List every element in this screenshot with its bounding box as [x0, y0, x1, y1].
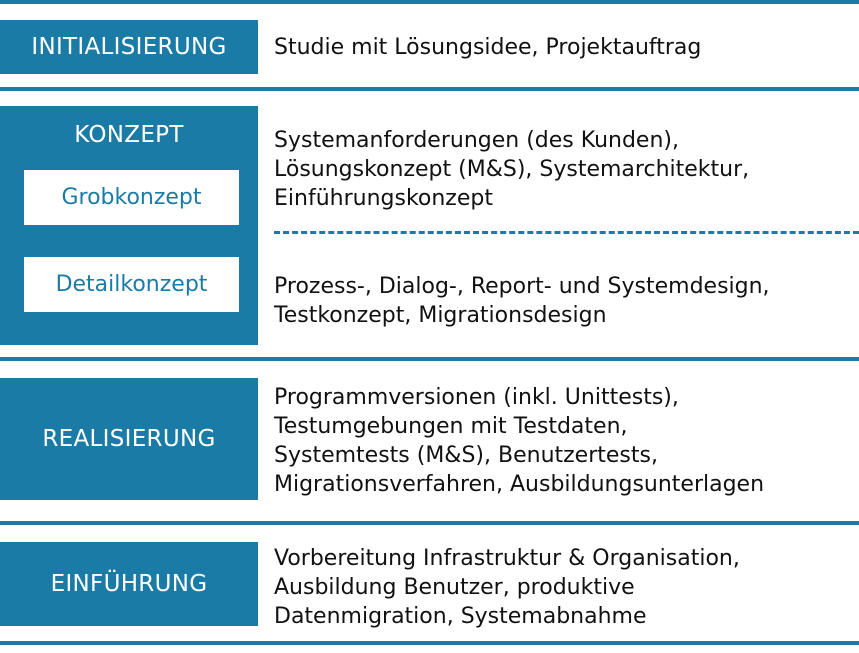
phase-konzept-description-detail: Prozess-, Dialog-, Report- und Systemdesign, Testkonzept, Migrationsdesign [274, 274, 770, 328]
separator-line-3 [0, 521, 859, 525]
separator-line-bottom [0, 641, 859, 645]
phase-initialisierung-box [0, 20, 258, 74]
detailkonzept-label: Detailkonzept [55, 272, 208, 297]
separator-line-1 [0, 87, 859, 91]
phase-einfuehrung-description: Vorbereitung Infrastruktur & Organisation, Ausbildung Benutzer, produktive Datenmigration, Systemabnahme [274, 546, 740, 629]
phase-einfuehrung-box [0, 542, 258, 626]
phase-initialisierung-label: INITIALISIERUNG [31, 34, 227, 60]
separator-line-2 [0, 357, 859, 361]
phase-konzept-label: KONZEPT [74, 122, 184, 148]
phase-konzept-description-grob: Systemanforderungen (des Kunden), Lösungskonzept (M&S), Systemarchitektur, Einführungskonzept [274, 128, 750, 211]
dashed-separator-konzept [274, 231, 859, 234]
phase-initialisierung-description: Studie mit Lösungsidee, Projektauftrag [274, 35, 702, 60]
phase-realisierung-label: REALISIERUNG [42, 426, 216, 452]
separator-line-top [0, 0, 859, 4]
phase-realisierung-description: Programmversionen (inkl. Unittests), Testumgebungen mit Testdaten, Systemtests (M&S), Benutzertests, Migrationsverfahren, Ausbildungsunterlagen [274, 385, 765, 497]
grobkonzept-box [24, 170, 239, 225]
phase-einfuehrung-label: EINFÜHRUNG [50, 571, 208, 597]
detailkonzept-box [24, 257, 239, 312]
grobkonzept-label: Grobkonzept [61, 185, 202, 210]
phase-realisierung-box [0, 378, 258, 500]
phase-konzept-box [0, 106, 258, 345]
